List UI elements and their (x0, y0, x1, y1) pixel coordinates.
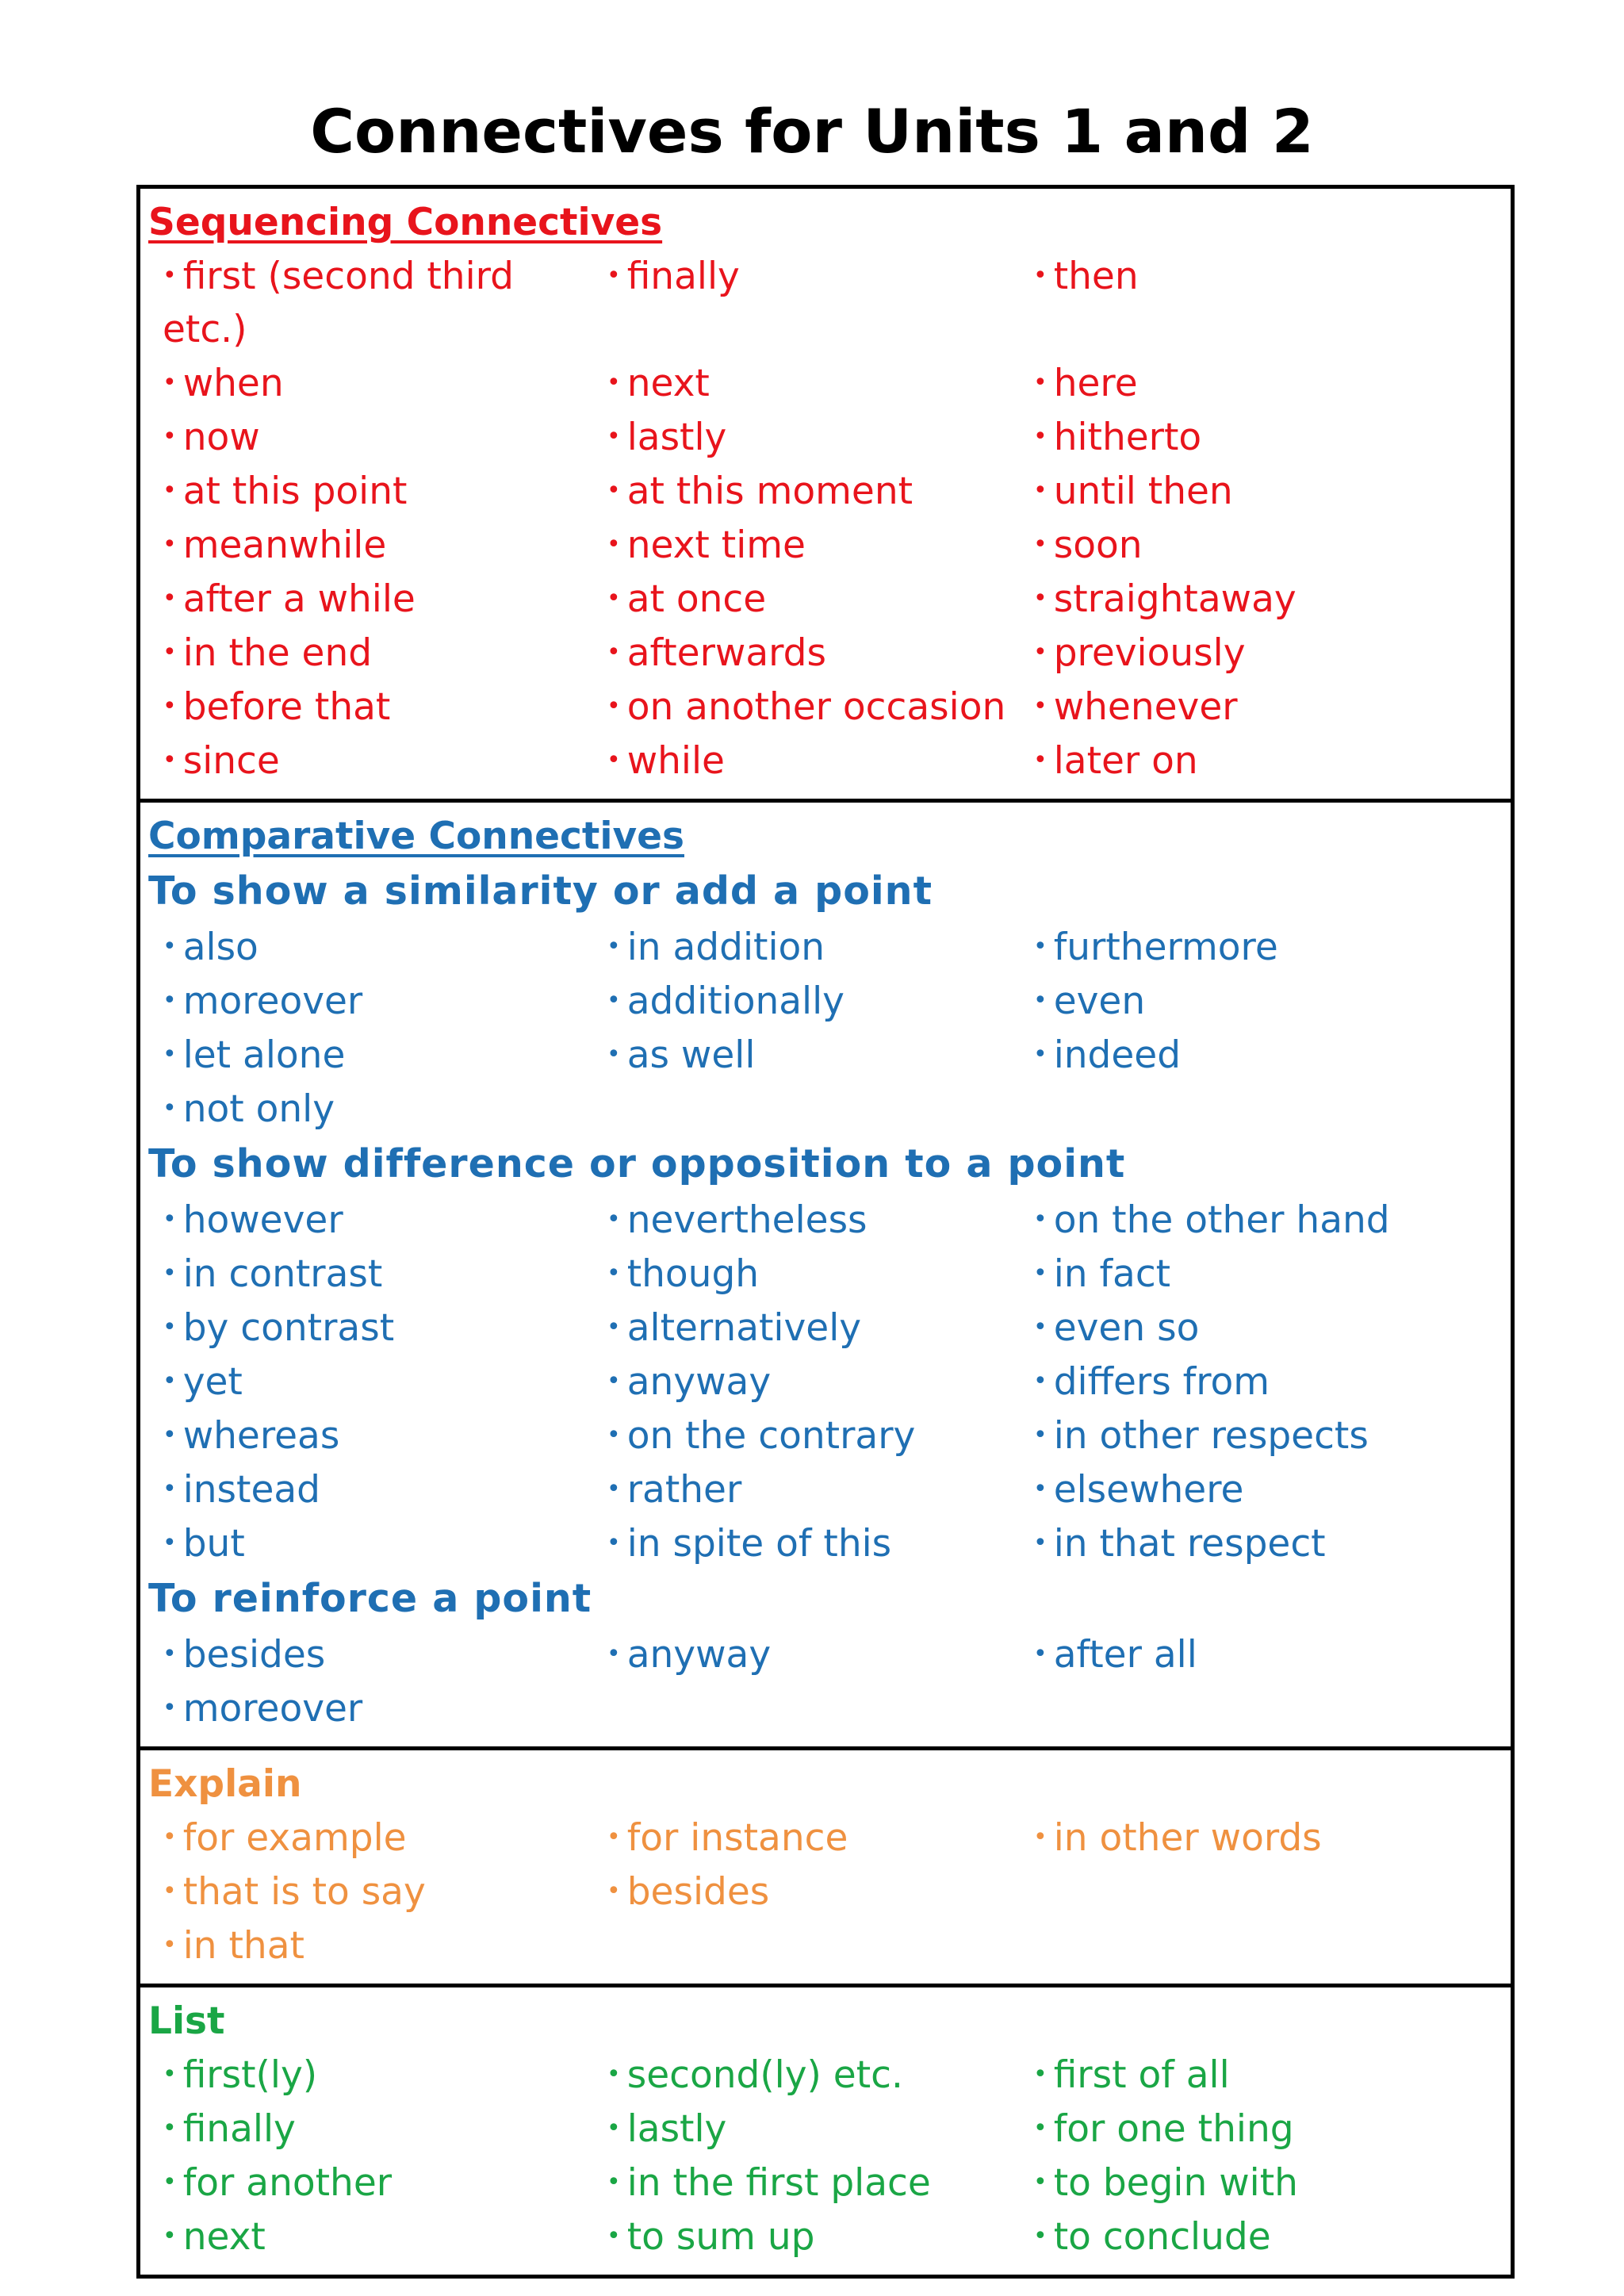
connective-item (592, 626, 1019, 680)
connective-text: in that (182, 1924, 304, 1968)
connective-text: later on (1053, 739, 1198, 783)
bullet-icon: • (607, 477, 621, 504)
connective-text: but (182, 1522, 245, 1566)
bullet-icon: • (607, 1313, 621, 1341)
bullet-icon: • (1033, 1205, 1048, 1233)
connective-item (592, 2048, 1019, 2102)
connective-item (148, 1865, 592, 1918)
connective-text: finally (182, 2107, 296, 2151)
connective-text: whenever (1053, 685, 1238, 729)
connective-item (1019, 626, 1495, 680)
connective-item (592, 1193, 1019, 1247)
bullet-icon: • (163, 1877, 177, 1905)
connective-text: though (626, 1252, 760, 1296)
connective-text: rather (626, 1468, 742, 1512)
connective-item (148, 1681, 592, 1735)
bullet-icon: • (607, 1877, 621, 1905)
connective-item (1019, 1865, 1495, 1918)
connective-text: in contrast (182, 1252, 383, 1296)
connective-text: anyway (626, 1360, 772, 1404)
connective-item (1019, 2210, 1495, 2263)
connective-item (1019, 518, 1495, 572)
bullet-icon: • (163, 1694, 177, 1722)
bullet-icon: • (163, 1259, 177, 1287)
connective-text: moreover (182, 1687, 363, 1731)
connective-text: for instance (626, 1816, 848, 1860)
connective-text: when (182, 362, 284, 405)
connective-item (592, 1865, 1019, 1918)
connective-item (1019, 249, 1495, 356)
bullet-icon: • (607, 987, 621, 1014)
connective-item (148, 410, 592, 464)
connective-text: meanwhile (182, 523, 387, 567)
sequencing-section (140, 189, 1511, 799)
connective-text: to sum up (626, 2215, 815, 2259)
bullet-icon: • (1033, 1259, 1048, 1287)
connective-text: on the other hand (1053, 1198, 1390, 1242)
connective-text: at this point (182, 470, 408, 513)
bullet-icon: • (607, 1823, 621, 1851)
connective-item (148, 1301, 592, 1355)
bullet-icon: • (1033, 477, 1048, 504)
connective-item (1019, 1301, 1495, 1355)
connective-item (1019, 2102, 1495, 2156)
bullet-icon: • (163, 423, 177, 450)
connective-text: let alone (182, 1033, 346, 1077)
bullet-icon: • (1033, 692, 1048, 720)
connective-item (592, 356, 1019, 410)
connective-text: also (182, 926, 259, 969)
connective-item (1019, 1811, 1495, 1865)
connectives-table (136, 185, 1515, 2279)
difference-heading: To show difference or opposition to a point (148, 1141, 1126, 1186)
bullet-icon: • (163, 692, 177, 720)
connective-item (1019, 1409, 1495, 1462)
connective-item (148, 2102, 592, 2156)
connective-item (592, 1247, 1019, 1301)
bullet-icon: • (163, 1367, 177, 1395)
bullet-icon: • (163, 2222, 177, 2250)
connective-text: then (1053, 255, 1139, 298)
connective-item (148, 1082, 592, 1136)
bullet-icon: • (1033, 1367, 1048, 1395)
connective-text: before that (182, 685, 391, 729)
connective-item (592, 518, 1019, 572)
connective-text: in fact (1053, 1252, 1171, 1296)
connective-text: after all (1053, 1633, 1197, 1677)
connective-item (148, 464, 592, 518)
connective-text: alternatively (626, 1306, 862, 1350)
difference-grid (148, 1193, 1511, 1570)
connective-item (1019, 1247, 1495, 1301)
bullet-icon: • (607, 1529, 621, 1557)
bullet-icon: • (1033, 1529, 1048, 1557)
connective-item (148, 1918, 592, 1972)
connective-text: straightaway (1053, 577, 1297, 621)
connective-text: finally (626, 255, 740, 298)
connective-text: besides (182, 1633, 326, 1677)
connective-text: lastly (626, 2107, 727, 2151)
bullet-icon: • (607, 2060, 621, 2088)
connective-item (148, 1811, 592, 1865)
connective-text: additionally (626, 979, 845, 1023)
connective-item (148, 518, 592, 572)
sequencing-title: Sequencing Connectives (148, 201, 663, 244)
connective-text: until then (1053, 470, 1233, 513)
connective-item (592, 920, 1019, 974)
bullet-icon: • (607, 692, 621, 720)
connective-item (592, 1028, 1019, 1082)
bullet-icon: • (1033, 262, 1048, 289)
bullet-icon: • (1033, 638, 1048, 666)
connective-text: afterwards (626, 631, 826, 675)
bullet-icon: • (1033, 423, 1048, 450)
connective-text: even so (1053, 1306, 1200, 1350)
bullet-icon: • (1033, 2114, 1048, 2142)
reinforce-grid (148, 1627, 1511, 1735)
connective-item (148, 1409, 592, 1462)
connective-text: instead (182, 1468, 321, 1512)
connective-item (148, 249, 559, 356)
bullet-icon: • (1033, 987, 1048, 1014)
connective-item (148, 974, 592, 1028)
connective-item (1019, 572, 1495, 626)
connective-text: hitherto (1053, 416, 1202, 459)
connective-item (592, 974, 1019, 1028)
connective-item (148, 1028, 592, 1082)
connective-item (1019, 1355, 1495, 1409)
bullet-icon: • (163, 638, 177, 666)
bullet-icon: • (163, 531, 177, 558)
bullet-icon: • (607, 638, 621, 666)
bullet-icon: • (1033, 933, 1048, 960)
connective-item (148, 356, 592, 410)
bullet-icon: • (163, 1313, 177, 1341)
connective-text: first of all (1053, 2053, 1230, 2097)
connective-text: as well (626, 1033, 756, 1077)
connective-item (592, 1811, 1019, 1865)
connective-text: previously (1053, 631, 1246, 675)
bullet-icon: • (607, 746, 621, 774)
explain-section (140, 1746, 1511, 1984)
connective-item (148, 2210, 592, 2263)
connective-text: to begin with (1053, 2161, 1298, 2205)
bullet-icon: • (607, 585, 621, 612)
connective-item (1019, 734, 1495, 788)
bullet-icon: • (607, 262, 621, 289)
connective-text: in other respects (1053, 1414, 1369, 1458)
bullet-icon: • (163, 1421, 177, 1449)
bullet-icon: • (163, 2114, 177, 2142)
connective-text: to conclude (1053, 2215, 1271, 2259)
connective-text: besides (626, 1870, 770, 1914)
connective-item (1019, 1462, 1495, 1516)
bullet-icon: • (607, 1041, 621, 1068)
bullet-icon: • (163, 987, 177, 1014)
connective-text: here (1053, 362, 1138, 405)
bullet-icon: • (607, 2222, 621, 2250)
bullet-icon: • (1033, 1421, 1048, 1449)
bullet-icon: • (1033, 585, 1048, 612)
connective-item (1019, 356, 1495, 410)
connective-text: differs from (1053, 1360, 1270, 1404)
bullet-icon: • (1033, 1475, 1048, 1503)
connective-item (148, 2156, 592, 2210)
connective-item (148, 680, 592, 734)
connective-text: first(ly) (182, 2053, 318, 2097)
sequencing-grid (148, 249, 1511, 788)
connective-item (1019, 680, 1495, 734)
bullet-icon: • (163, 477, 177, 504)
connective-text: next time (626, 523, 806, 567)
list-grid (148, 2048, 1511, 2263)
connective-text: lastly (626, 416, 727, 459)
connective-text: indeed (1053, 1033, 1182, 1077)
connective-text: in other words (1053, 1816, 1322, 1860)
connective-text: first (second third etc.) (163, 255, 514, 351)
connective-item (592, 734, 1019, 788)
connective-text: elsewhere (1053, 1468, 1244, 1512)
connective-item (148, 626, 592, 680)
bullet-icon: • (1033, 2060, 1048, 2088)
bullet-icon: • (163, 262, 177, 289)
connective-item (148, 1355, 592, 1409)
bullet-icon: • (163, 585, 177, 612)
connective-item (148, 1462, 592, 1516)
similarity-grid (148, 920, 1511, 1136)
bullet-icon: • (163, 933, 177, 960)
connective-item (148, 734, 592, 788)
bullet-icon: • (163, 1931, 177, 1959)
connective-text: for another (182, 2161, 393, 2205)
connective-item (1019, 410, 1495, 464)
bullet-icon: • (1033, 531, 1048, 558)
connective-text: in spite of this (626, 1522, 892, 1566)
bullet-icon: • (1033, 2222, 1048, 2250)
bullet-icon: • (163, 369, 177, 397)
connective-text: moreover (182, 979, 363, 1023)
similarity-heading: To show a similarity or add a point (148, 868, 933, 914)
page-title: Connectives for Units 1 and 2 (310, 96, 1314, 167)
connective-text: next (182, 2215, 266, 2259)
comparative-title: Comparative Connectives (148, 815, 684, 858)
reinforce-heading: To reinforce a point (148, 1576, 592, 1621)
connective-item (1019, 974, 1495, 1028)
bullet-icon: • (607, 369, 621, 397)
connective-item (592, 680, 1019, 734)
connective-item (592, 1627, 1019, 1681)
connective-item (1019, 464, 1495, 518)
bullet-icon: • (163, 1640, 177, 1668)
bullet-icon: • (607, 2168, 621, 2196)
explain-grid (148, 1811, 1511, 1972)
connective-text: by contrast (182, 1306, 395, 1350)
bullet-icon: • (607, 1475, 621, 1503)
bullet-icon: • (607, 531, 621, 558)
list-section (140, 1984, 1511, 2275)
connective-text: nevertheless (626, 1198, 868, 1242)
bullet-icon: • (607, 423, 621, 450)
comparative-section (140, 799, 1511, 1746)
connective-item (1019, 1028, 1495, 1082)
connective-text: anyway (626, 1633, 772, 1677)
connective-text: even (1053, 979, 1146, 1023)
bullet-icon: • (607, 1640, 621, 1668)
connective-text: furthermore (1053, 926, 1278, 969)
connective-text: at this moment (626, 470, 914, 513)
connective-item (592, 1516, 1019, 1570)
connective-text: soon (1053, 523, 1143, 567)
connective-text: not only (182, 1087, 335, 1131)
connective-item (148, 1516, 592, 1570)
bullet-icon: • (1033, 369, 1048, 397)
bullet-icon: • (163, 1529, 177, 1557)
bullet-icon: • (607, 2114, 621, 2142)
connective-item (592, 2210, 1019, 2263)
bullet-icon: • (1033, 2168, 1048, 2196)
connective-item (592, 1301, 1019, 1355)
bullet-icon: • (1033, 1640, 1048, 1668)
bullet-icon: • (163, 1475, 177, 1503)
connective-text: for example (182, 1816, 407, 1860)
connective-item (592, 1409, 1019, 1462)
connective-text: in addition (626, 926, 825, 969)
connective-text: next (626, 362, 710, 405)
bullet-icon: • (163, 746, 177, 774)
connective-item (148, 572, 592, 626)
connective-text: in that respect (1053, 1522, 1326, 1566)
connective-item (592, 410, 1019, 464)
explain-title: Explain (148, 1762, 302, 1806)
list-title: List (148, 1999, 225, 2043)
connective-item (148, 920, 592, 974)
connective-text: yet (182, 1360, 243, 1404)
bullet-icon: • (607, 1205, 621, 1233)
connective-text: second(ly) etc. (626, 2053, 903, 2097)
bullet-icon: • (1033, 1823, 1048, 1851)
bullet-icon: • (607, 933, 621, 960)
connective-item (592, 1462, 1019, 1516)
connective-item (592, 464, 1019, 518)
connective-text: since (182, 739, 280, 783)
bullet-icon: • (163, 1823, 177, 1851)
bullet-icon: • (1033, 1313, 1048, 1341)
connective-text: on another occasion (626, 685, 1006, 729)
connective-item (148, 2048, 592, 2102)
connective-item (592, 249, 1019, 356)
connective-item (1019, 920, 1495, 974)
connective-text: after a while (182, 577, 416, 621)
connective-text: that is to say (182, 1870, 426, 1914)
bullet-icon: • (607, 1259, 621, 1287)
connective-item (1019, 1516, 1495, 1570)
connective-text: now (182, 416, 260, 459)
connective-item (592, 2102, 1019, 2156)
bullet-icon: • (607, 1367, 621, 1395)
connective-text: in the first place (626, 2161, 931, 2205)
connective-item (1019, 2048, 1495, 2102)
bullet-icon: • (163, 2168, 177, 2196)
connective-item (592, 2156, 1019, 2210)
connective-item (1019, 1627, 1495, 1681)
bullet-icon: • (1033, 746, 1048, 774)
connective-text: whereas (182, 1414, 340, 1458)
bullet-icon: • (163, 2060, 177, 2088)
connective-item (148, 1193, 592, 1247)
connective-item (592, 572, 1019, 626)
connective-text: at once (626, 577, 767, 621)
bullet-icon: • (163, 1094, 177, 1122)
connective-text: for one thing (1053, 2107, 1294, 2151)
bullet-icon: • (163, 1041, 177, 1068)
bullet-icon: • (607, 1421, 621, 1449)
connective-item (148, 1247, 592, 1301)
connective-text: in the end (182, 631, 373, 675)
connective-item (592, 1355, 1019, 1409)
connective-item (148, 1627, 592, 1681)
connective-text: on the contrary (626, 1414, 916, 1458)
connective-text: while (626, 739, 725, 783)
connective-text: however (182, 1198, 343, 1242)
connective-item (1019, 2156, 1495, 2210)
connective-item (1019, 1193, 1495, 1247)
bullet-icon: • (163, 1205, 177, 1233)
bullet-icon: • (1033, 1041, 1048, 1068)
